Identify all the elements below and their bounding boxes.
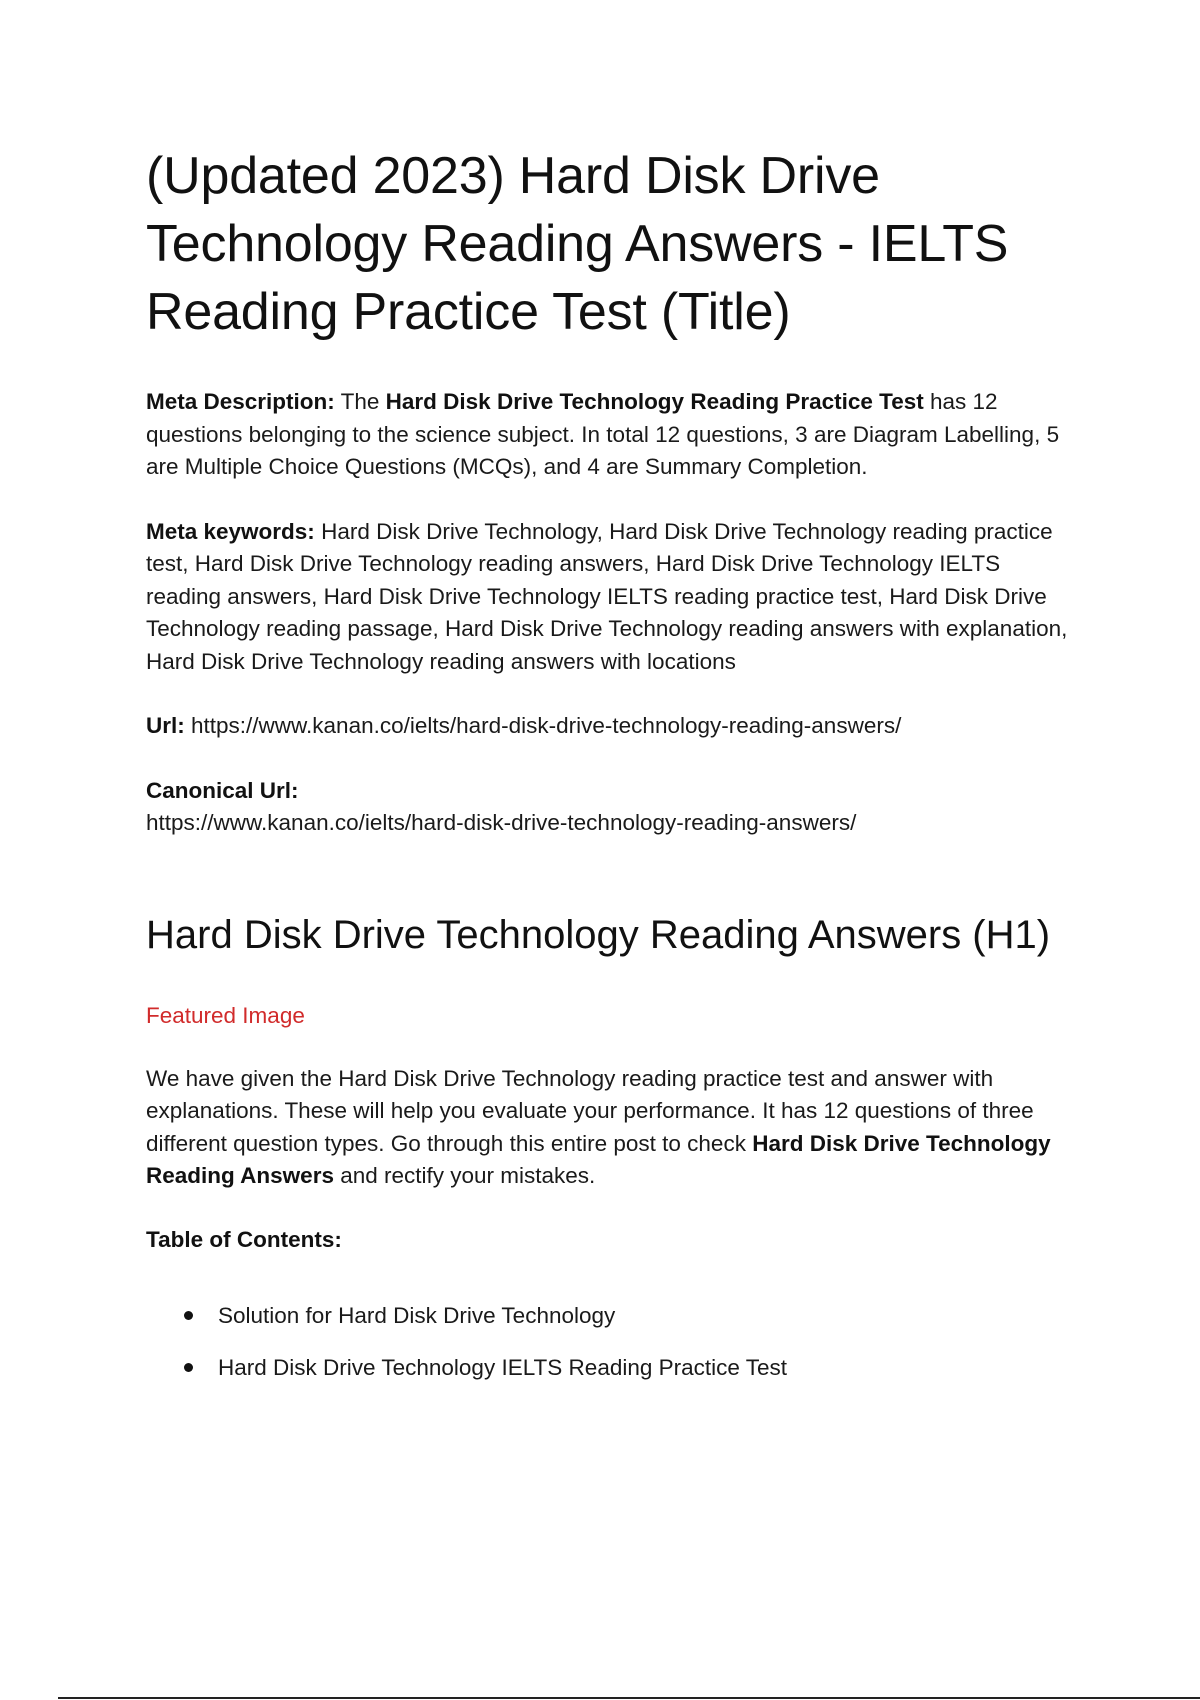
bullet-icon — [184, 1311, 193, 1320]
bullet-icon — [184, 1363, 193, 1372]
meta-keywords-label: Meta keywords: — [146, 518, 315, 544]
canonical-url-value: https://www.kanan.co/ielts/hard-disk-drive-technology-reading-answers/ — [146, 810, 857, 835]
page-bottom-divider — [58, 1697, 1200, 1699]
meta-keywords — [146, 516, 1076, 679]
url-label: Url: — [146, 713, 185, 738]
intro-paragraph — [146, 1063, 1076, 1193]
canonical-url-label: Canonical Url: — [146, 777, 299, 803]
toc-item-label: Solution for Hard Disk Drive Technology — [218, 1303, 616, 1328]
section-heading-h1: Hard Disk Drive Technology Reading Answers (H1) — [146, 912, 1051, 957]
toc-item-label: Hard Disk Drive Technology IELTS Reading Practice Test — [218, 1355, 788, 1380]
toc-list — [146, 1300, 1076, 1384]
document-page — [146, 142, 1076, 1404]
featured-image-placeholder: Featured Image — [146, 1002, 305, 1028]
meta-description-text-after: has 12 questions belonging to the science subject. In total 12 questions, 3 are Diagram Labelling, 5 are Multiple Choice Questions (MCQs), and 4 are Summary Completion. — [146, 389, 1060, 479]
url-value: https://www.kanan.co/ielts/hard-disk-drive-technology-reading-answers/ — [184, 713, 902, 738]
toc-item[interactable] — [146, 1352, 1076, 1384]
toc-label-text: Table of Contents: — [146, 1226, 342, 1252]
intro-text: We have given the Hard Disk Drive Technology reading practice test and answer with explanations. These will help you evaluate your performance. It has 12 questions of three different question types. Go through this entire post to check — [146, 1065, 1034, 1156]
toc-item[interactable] — [146, 1300, 1076, 1332]
toc-label — [146, 1224, 1076, 1257]
intro-text-after: and rectify your mistakes. — [333, 1163, 596, 1188]
canonical-url — [146, 775, 1076, 840]
meta-keywords-text: Hard Disk Drive Technology, Hard Disk Drive Technology reading practice test, Hard Disk Drive Technology reading answers, Hard Disk Drive Technology IELTS reading answers, Hard Disk Drive Technology IELTS reading practice test, Hard Disk Drive Technology reading passage, Hard Disk Drive Technology reading answers with explanation, Hard Disk Drive Technology reading answers with locations — [146, 518, 1068, 674]
meta-description — [146, 386, 1076, 484]
page-title: (Updated 2023) Hard Disk Drive Technology Reading Answers - IELTS Reading Practice Test (Title) — [146, 147, 1009, 341]
intro-bold: Hard Disk Drive Technology Reading Answers — [146, 1130, 1051, 1188]
meta-description-bold: Hard Disk Drive Technology Reading Practice Test — [385, 389, 924, 414]
url-line — [146, 710, 1076, 743]
meta-description-text-before: The — [334, 389, 386, 414]
meta-description-label: Meta Description: — [146, 389, 335, 414]
